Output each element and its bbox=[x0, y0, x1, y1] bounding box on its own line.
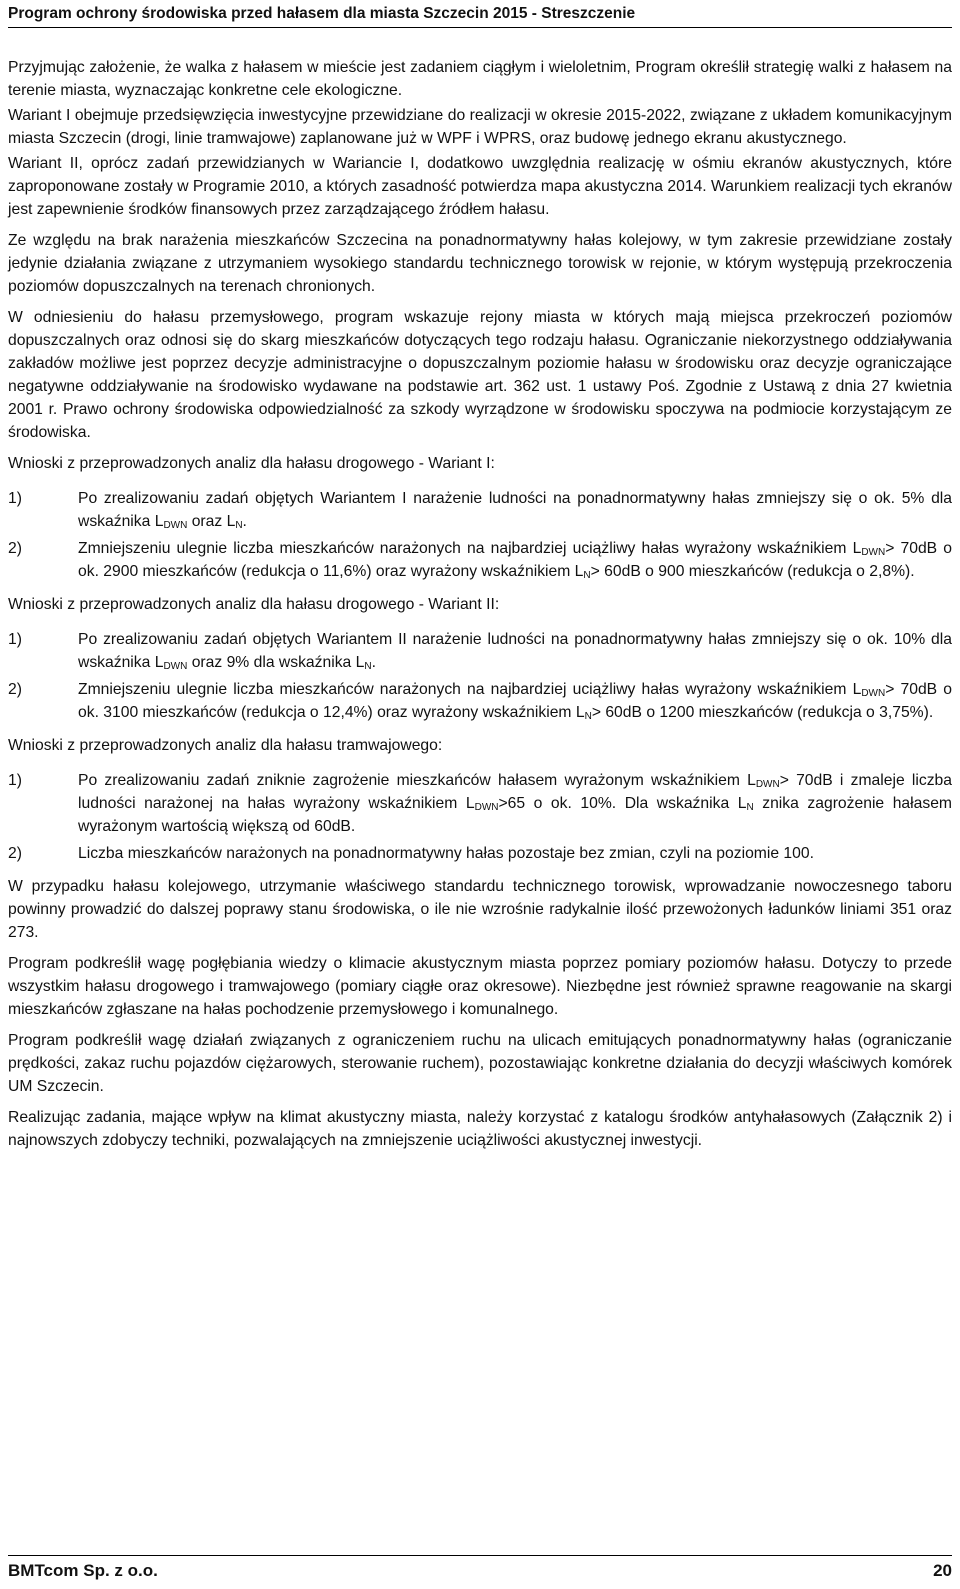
item-text: > 70dB i zmaleje liczba ludności narażonej na hałas wyrażony wskaźnikiem L bbox=[78, 772, 952, 812]
paragraph-railway: Ze względu na brak narażenia mieszkańców Szczecina na ponadnormatywny hałas kolejowy, w tym zakresie przewidziane zostały jedynie działania związane z utrzymaniem wysokiego standardu technicznego torowisk w rejonie, w którym występują przekroczenia poziomów dopuszczalnych na terenach chronionych. bbox=[8, 232, 952, 295]
footer-company: BMTcom Sp. z o.o. bbox=[8, 1561, 158, 1580]
item-text: > 70dB o ok. 3100 mieszkańców (redukcja o 12,4%) oraz wyrażony wskaźnikiem L bbox=[78, 681, 952, 721]
item-number: 1) bbox=[8, 772, 22, 789]
item-text: Po zrealizowaniu zadań objętych Wariantem I narażenie ludności na ponadnormatywny hałas zmniejszy się o ok. 5% dla wskaźnika L bbox=[78, 490, 952, 530]
paragraph-traffic: Program podkreślił wagę działań związanych z ograniczeniem ruchu na ulicach emitujących ponadnormatywny hałas (ograniczanie prędkości, zakaz ruchu pojazdów ciężarowych, sterowanie ruchem), pozostawiając konkretne działania do decyzji właściwych komórek UM Szczecin. bbox=[8, 1032, 952, 1095]
page-footer bbox=[8, 1555, 952, 1580]
item-text: Po zrealizowaniu zadań zniknie zagrożenie mieszkańców hałasem wyrażonym wskaźnikiem L bbox=[78, 772, 756, 789]
list-item bbox=[8, 678, 952, 724]
paragraph-rail-standard: W przypadku hałasu kolejowego, utrzymanie właściwego standardu technicznego torowisk, wprowadzanie nowoczesnego taboru powinny prowadzić do dalszej poprawy stanu środowiska, o ile nie wzrośnie radykalnie ilość przewożonych ładunków liniami 351 oraz 273. bbox=[8, 878, 952, 941]
paragraph-catalog: Realizując zadania, mające wpływ na klimat akustyczny miasta, należy korzystać z katalogu środków antyhałasowych (Załącznik 2) i najnowszych zdobyczy techniki, pozwalających na zmniejszenie uciążliwości akustycznej inwestycji. bbox=[8, 1109, 952, 1149]
paragraph-variant-2: Wariant II, oprócz zadań przewidzianych w Wariancie I, dodatkowo uwzględnia realizację w ośmiu ekranów akustycznych, które zaproponowane zostały w Programie 2010, a których zasadność potwierdza mapa akustyczna 2014. Warunkiem realizacji tych ekranów jest zapewnienie środków finansowych przez zarządzającego źródłem hałasu. bbox=[8, 155, 952, 218]
item-number: 1) bbox=[8, 490, 22, 507]
page-header bbox=[8, 2, 952, 28]
paragraph-industrial: W odniesieniu do hałasu przemysłowego, program wskazuje rejony miasta w których mają miejsca przekroczeń poziomów dopuszczalnych oraz odnosi się do skarg mieszkańców dotyczących tego rodzaju hałasu. Ograniczanie niekorzystnego oddziaływania zakładów możliwe jest poprzez decyzje administracyjne o dopuszczalnym poziomie hałasu w środowisku oraz decyzje ograniczające negatywne oddziaływanie na środowisko wydawane na podstawie art. 362 ust. 1 ustawy Poś. Zgodnie z Ustawą z dnia 27 kwietnia 2001 r. Prawo ochrony środowiska odpowiedzialność za szkody wyrządzone w środowisku spoczywa na podmiocie korzystającym ze środowiska. bbox=[8, 309, 952, 441]
item-number: 1) bbox=[8, 631, 22, 648]
subscript: N bbox=[584, 711, 592, 722]
item-text: znika zagrożenie hałasem wyrażonym wartością większą od 60dB. bbox=[78, 795, 952, 835]
item-text: > 70dB o ok. 2900 mieszkańców (redukcja o 11,6%) oraz wyrażony wskaźnikiem L bbox=[78, 540, 952, 580]
list-item bbox=[8, 537, 952, 583]
item-text: . bbox=[242, 513, 247, 530]
subscript: DWN bbox=[861, 688, 886, 699]
item-text: Zmniejszeniu ulegnie liczba mieszkańców narażonych na najbardziej uciążliwy hałas wyrażony wskaźnikiem L bbox=[78, 681, 862, 698]
subscript: DWN bbox=[163, 520, 188, 531]
item-text: > 60dB o 900 mieszkańców (redukcja o 2,8%). bbox=[590, 563, 915, 580]
item-text: Zmniejszeniu ulegnie liczba mieszkańców narażonych na najbardziej uciążliwy hałas wyrażony wskaźnikiem L bbox=[78, 540, 862, 557]
subscript: DWN bbox=[861, 547, 886, 558]
list-item bbox=[8, 769, 952, 838]
subscript: N bbox=[364, 661, 372, 672]
subscript: DWN bbox=[474, 802, 499, 813]
road-variant-2-list bbox=[8, 628, 952, 724]
subscript: N bbox=[235, 520, 243, 531]
item-text: Po zrealizowaniu zadań objętych Wariantem II narażenie ludności na ponadnormatywny hałas zmniejszy się o ok. 10% dla wskaźnika L bbox=[78, 631, 952, 671]
road-variant-1-heading: Wnioski z przeprowadzonych analiz dla hałasu drogowego - Wariant I: bbox=[8, 455, 495, 472]
tram-heading: Wnioski z przeprowadzonych analiz dla hałasu tramwajowego: bbox=[8, 737, 443, 754]
paragraph-variant-1: Wariant I obejmuje przedsięwzięcia inwestycyjne przewidziane do realizacji w okresie 2015-2022, związane z układem komunikacyjnym miasta Szczecin (drogi, linie tramwajowe) zaplanowane już w WPF i WPRS, oraz budowę jednego ekranu akustycznego. bbox=[8, 107, 952, 147]
item-text: >65 o ok. 10%. Dla wskaźnika L bbox=[498, 795, 747, 812]
page-number: 20 bbox=[933, 1561, 952, 1580]
list-item bbox=[8, 842, 952, 865]
document-body bbox=[8, 56, 952, 1160]
list-item bbox=[8, 628, 952, 674]
subscript: DWN bbox=[755, 779, 780, 790]
paragraph-measurements: Program podkreślił wagę pogłębiania wiedzy o klimacie akustycznym miasta poprzez pomiary poziomów hałasu. Dotyczy to przede wszystkim hałasu drogowego i tramwajowego (pomiary ciągłe oraz okresowe). Niezbędne jest również sprawne reagowanie na skargi mieszkańców zgłaszane na hałas pochodzenie przemysłowego i komunalnego. bbox=[8, 955, 952, 1018]
item-number: 2) bbox=[8, 845, 22, 862]
paragraph-strategy: Przyjmując założenie, że walka z hałasem w mieście jest zadaniem ciągłym i wieloletnim, Program określił strategię walki z hałasem na terenie miasta, wyznaczając konkretne cele ekologiczne. bbox=[8, 59, 952, 99]
item-text: oraz 9% dla wskaźnika L bbox=[187, 654, 365, 671]
item-text: oraz L bbox=[187, 513, 236, 530]
item-text: > 60dB o 1200 mieszkańców (redukcja o 3,75%). bbox=[591, 704, 934, 721]
item-number: 2) bbox=[8, 540, 22, 557]
subscript: N bbox=[583, 570, 591, 581]
header-title: Program ochrony środowiska przed hałasem dla miasta Szczecin 2015 - Streszczenie bbox=[8, 5, 636, 22]
road-variant-2-heading: Wnioski z przeprowadzonych analiz dla hałasu drogowego - Wariant II: bbox=[8, 596, 500, 613]
tram-list bbox=[8, 769, 952, 865]
subscript: DWN bbox=[163, 661, 188, 672]
item-number: 2) bbox=[8, 681, 22, 698]
item-text: Liczba mieszkańców narażonych na ponadnormatywny hałas pozostaje bez zmian, czyli na poziomie 100. bbox=[78, 845, 814, 862]
subscript: N bbox=[746, 802, 754, 813]
item-text: . bbox=[371, 654, 376, 671]
road-variant-1-list bbox=[8, 487, 952, 583]
list-item bbox=[8, 487, 952, 533]
